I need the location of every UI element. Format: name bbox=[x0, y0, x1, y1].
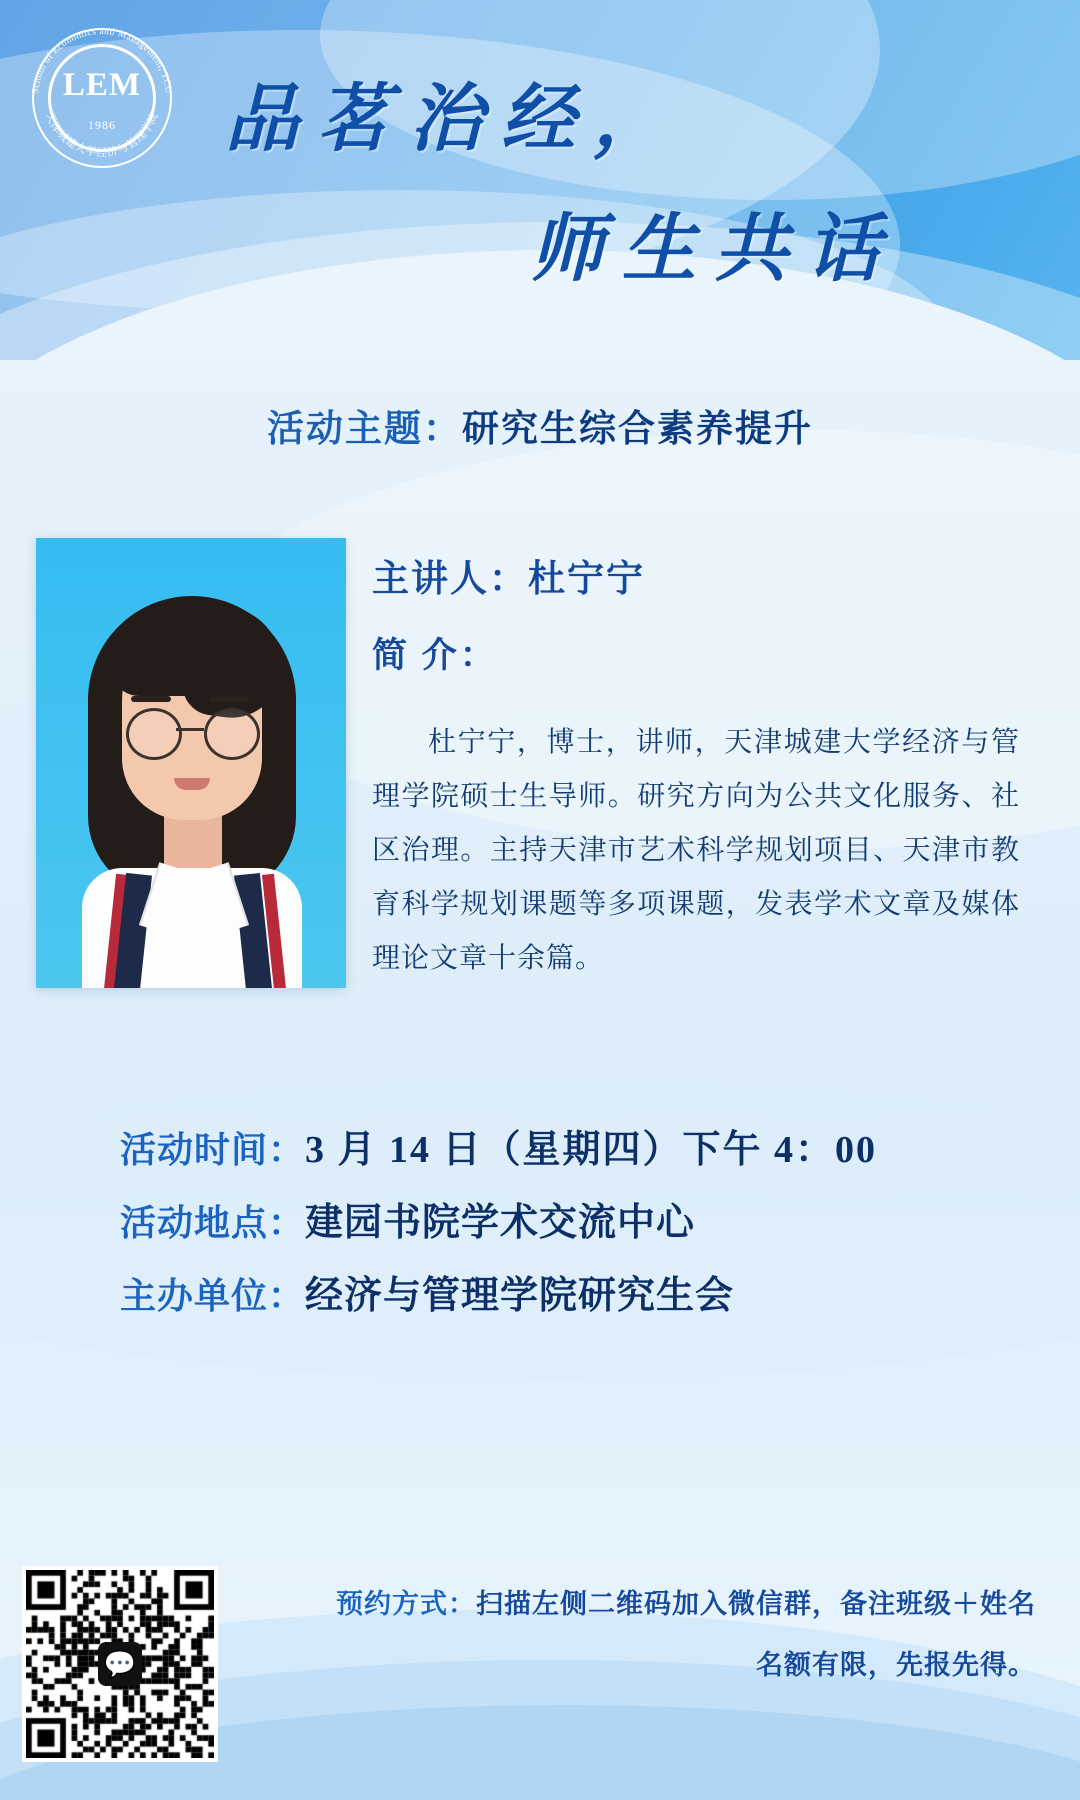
poster-title bbox=[200, 40, 1060, 300]
poster-title-line-2: 师生共话 bbox=[530, 209, 898, 291]
speaker-photo bbox=[36, 538, 346, 988]
info-time-label: 活动时间： bbox=[120, 1130, 306, 1170]
info-organizer-value: 经济与管理学院研究生会 bbox=[305, 1275, 735, 1317]
speaker-name-label: 主讲人： bbox=[372, 559, 528, 600]
signup-line-1: 扫描左侧二维码加入微信群，备注班级＋姓名 bbox=[476, 1589, 1036, 1619]
photo-glasses-left bbox=[126, 708, 182, 760]
info-row-time bbox=[120, 1118, 980, 1173]
info-row-organizer bbox=[120, 1264, 980, 1319]
wechat-group-qr-code[interactable] bbox=[22, 1566, 218, 1762]
info-organizer-label: 主办单位： bbox=[120, 1276, 306, 1316]
school-logo bbox=[18, 14, 186, 182]
info-time-value: 3 月 14 日（星期四）下午 4：00 bbox=[305, 1129, 878, 1171]
logo-abbrev: LEM bbox=[62, 67, 142, 103]
wechat-icon bbox=[98, 1642, 142, 1686]
signup-instructions bbox=[336, 1582, 1036, 1682]
info-row-location bbox=[120, 1191, 980, 1246]
photo-glasses-bridge bbox=[176, 728, 204, 731]
speaker-name-row bbox=[372, 548, 645, 602]
poster-title-line-1: 品茗治经， bbox=[225, 79, 685, 161]
activity-theme-value: 研究生综合素养提升 bbox=[462, 409, 813, 450]
signup-label: 预约方式： bbox=[336, 1589, 476, 1619]
activity-theme-label: 活动主题： bbox=[267, 409, 462, 450]
wechat-bubble-glyph: 💬 bbox=[103, 1649, 137, 1679]
info-location-label: 活动地点： bbox=[120, 1203, 306, 1243]
photo-brow-left bbox=[131, 696, 171, 702]
speaker-name-value: 杜宁宁 bbox=[528, 559, 645, 600]
logo-arc-text-cn: 天津城建大学经济与管理学院 bbox=[43, 110, 161, 160]
photo-brow-right bbox=[209, 696, 249, 702]
activity-theme bbox=[0, 398, 1080, 452]
logo-arc-text-en: School of Economics and Management, TCU bbox=[31, 26, 173, 95]
signup-line-2: 名额有限，先报先得。 bbox=[756, 1650, 1036, 1680]
speaker-bio-text: 杜宁宁，博士，讲师，天津城建大学经济与管理学院硕士生导师。研究方向为公共文化服务、社区治理。主持天津市艺术科学规划项目、天津市教育科学规划课题等多项课题，发表学术文章及媒体理论文章十余篇。 bbox=[372, 727, 1020, 974]
photo-glasses-right bbox=[204, 708, 260, 760]
info-location-value: 建园书院学术交流中心 bbox=[305, 1202, 696, 1244]
activity-info-list bbox=[120, 1118, 980, 1337]
logo-inner-ring bbox=[48, 44, 156, 152]
speaker-bio-label: 简 介： bbox=[372, 636, 498, 675]
logo-year: 1986 bbox=[88, 118, 116, 132]
